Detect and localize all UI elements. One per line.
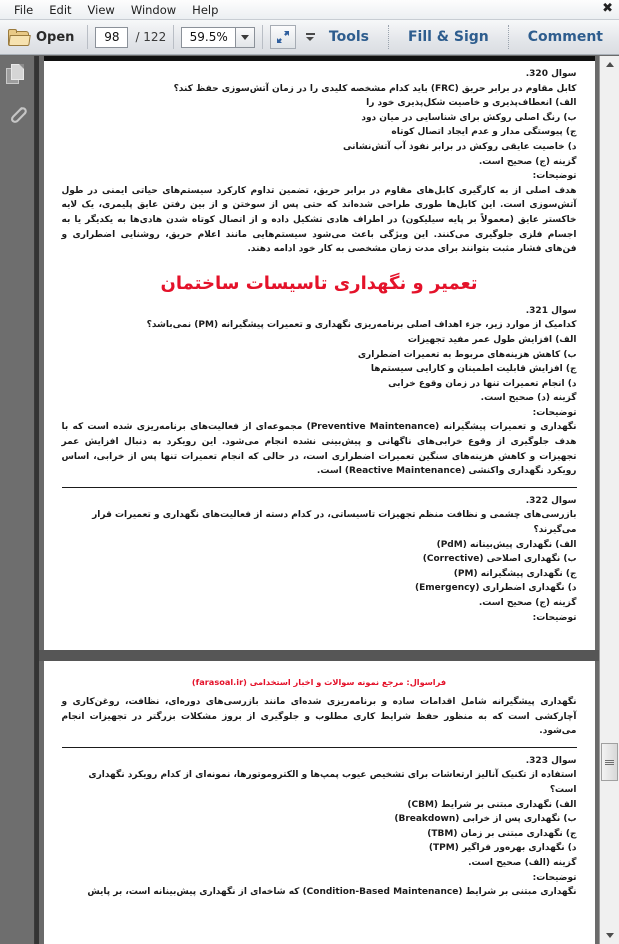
- scrollbar-grip: [605, 760, 614, 765]
- question-320-answer: گزینه (ج) صحیح است.: [478, 156, 577, 167]
- close-icon[interactable]: ✖: [602, 1, 613, 16]
- question-321-number: سوال 321.: [525, 305, 577, 316]
- open-button[interactable]: [6, 27, 80, 48]
- scrollbar-thumb[interactable]: [601, 743, 618, 781]
- question-321-text: کدامیک از موارد زیر، جزء اهداف اصلی برنامه‌ریزی نگهداری و تعمیرات پیشگیرانه (PM) نمی‌باشد؟: [146, 320, 577, 331]
- menu-bar: [0, 0, 619, 20]
- question-320-option-b: ب) رنگ اصلی روکش برای شناسایی در میان دود: [361, 112, 577, 123]
- workspace: [0, 56, 619, 944]
- paperclip-icon[interactable]: [5, 102, 29, 126]
- divider-rule-1: [62, 487, 577, 488]
- open-button-label: Open: [36, 29, 75, 45]
- question-322-option-d: د) نگهداری اضطراری (Emergency): [414, 583, 577, 594]
- question-323-text: استفاده از تکنیک آنالیز ارتعاشات برای تشخیص عیوب پمپ‌ها و الکتروموتورها، نمونه‌ای از کدام رویکرد نگهداری است؟: [88, 770, 577, 795]
- menu-item-window[interactable]: Window: [130, 2, 177, 17]
- question-322-explanation-label: توضیحات:: [532, 612, 577, 623]
- question-323-option-b: ب) نگهداری پس از خرابی (Breakdown): [394, 814, 577, 825]
- question-322-option-c: ج) نگهداری پیشگیرانه (PM): [453, 568, 577, 579]
- question-323-option-d: د) نگهداری بهره‌ور فراگیر (TPM): [428, 843, 577, 854]
- divider-rule-2: [62, 747, 577, 748]
- question-323-option-c: ج) نگهداری مبتنی بر زمان (TBM): [427, 828, 577, 839]
- fill-and-sign-button[interactable]: Fill & Sign: [407, 29, 489, 45]
- question-320-option-c: ج) پیوستگی مدار و عدم ایجاد اتصال کوتاه: [391, 127, 577, 138]
- question-321-option-b: ب) کاهش هزینه‌های مربوط به تعمیرات اضطراری: [357, 349, 577, 360]
- zoom-level-input[interactable]: 59.5%: [181, 27, 235, 48]
- chevron-down-icon[interactable]: [235, 27, 255, 48]
- site-watermark-header: فراسوال: مرجع نمونه سوالات و اخبار استخدامی (farasoal.ir): [191, 677, 447, 687]
- question-321-option-c: ج) افزایش قابلیت اطمینان و کارایی سیستم‌ها: [370, 364, 577, 375]
- folder-icon: [8, 29, 30, 46]
- question-323-number: سوال 323.: [525, 755, 577, 766]
- question-323-option-a: الف) نگهداری مبتنی بر شرایط (CBM): [407, 799, 577, 810]
- question-321-answer: گزینه (د) صحیح است.: [480, 393, 577, 404]
- chevron-down-small-icon[interactable]: [302, 27, 318, 47]
- page-number-input[interactable]: 98: [95, 27, 128, 48]
- question-322-answer: گزینه (ج) صحیح است.: [478, 598, 577, 608]
- navigation-rail: [0, 56, 35, 944]
- toolbar-divider: [87, 25, 88, 49]
- scroll-down-arrow-icon[interactable]: [600, 927, 619, 944]
- question-320-number: سوال 320.: [525, 69, 577, 79]
- question-323-explanation: نگهداری مبتنی بر شرایط (Condition-Based Maintenance) که شاخه‌ای از نگهداری پیش‌بینانه است، بر پایش: [87, 887, 577, 898]
- document-page-2: [44, 661, 595, 944]
- question-320-explanation: هدف اصلی از به کارگیری کابل‌های مقاوم در برابر حریق، تضمین تداوم کارکرد سیستم‌های حیاتی ایمنی در طول آتش‌سوزی است. این کابل‌ها طوری طراحی شده‌اند که حتی پس از سوختن و از بین رفتن عایق پلیمری، یک لایه خاکستر عایق (معمولاً بر پایه سیلیکون) در اطراف هادی تشکیل داده و از اتصال کوتاه شدن هادی‌ها به یکدیگر یا به اجسام فلزی جلوگیری می‌کنند. این ویژگی باعث می‌شود سیستم‌هایی مانند اعلام حریق، روشنایی اضطراری و فن‌های فشار مثبت بتوانند برای مدت زمان مشخصی به کار خود ادامه دهند.: [61, 185, 577, 255]
- section-heading: تعمیر و نگهداری تاسیسات ساختمان: [160, 272, 478, 294]
- question-321-option-d: د) انجام تعمیرات تنها در زمان وقوع خرابی: [388, 378, 577, 389]
- question-320-text: کابل مقاوم در برابر حریق (FRC) باید کدام مشخصه کلیدی را در زمان آتش‌سوزی حفظ کند؟: [173, 83, 577, 94]
- menu-item-edit[interactable]: Edit: [49, 2, 72, 17]
- question-322-number: سوال 322.: [525, 495, 577, 506]
- toolbar: [0, 20, 619, 55]
- question-322-option-b: ب) نگهداری اصلاحی (Corrective): [422, 554, 577, 565]
- fit-page-icon: [275, 29, 291, 45]
- menu-item-help[interactable]: Help: [192, 2, 219, 17]
- toolbar-divider-2: [173, 25, 174, 49]
- question-320-explanation-label: توضیحات:: [532, 171, 577, 182]
- page2-continued-text: نگهداری پیشگیرانه شامل اقدامات ساده و برنامه‌ریزی شده‌ای مانند بازرسی‌های دوره‌ای، نظافت، روغن‌کاری و آچارکشی است که به منظور حفظ شرایط کاری مطلوب و جلوگیری از بروز مشکلات بزرگتر در تجهیزات انجام می‌شود.: [61, 697, 577, 737]
- vertical-scrollbar[interactable]: [599, 56, 619, 944]
- scroll-up-arrow-icon[interactable]: [600, 56, 619, 73]
- page-thumbnails-icon[interactable]: [5, 64, 29, 88]
- toolbar-right-group: [319, 25, 613, 49]
- scrollbar-track[interactable]: [600, 73, 619, 927]
- question-321-explanation: نگهداری و تعمیرات پیشگیرانه (Preventive Maintenance) مجموعه‌ای از فعالیت‌های برنامه‌ریزی شده است که با هدف جلوگیری از وقوع خرابی‌های ناگهانی و پیش‌بینی نشده انجام می‌شود. این رویکرد به دنبال افزایش عمر تجهیزات و کاهش هزینه‌های سنگین تعمیرات اضطراری است، در حالی که انجام تعمیرات تنها پس از خرابی، اساس رویکرد نگهداری واکنشی (Reactive Maintenance) است.: [61, 422, 577, 477]
- fit-page-button[interactable]: [270, 25, 296, 49]
- document-page-1: [44, 56, 595, 650]
- menu-item-view[interactable]: View: [87, 2, 115, 17]
- question-323-explanation-label: توضیحات:: [532, 872, 577, 883]
- toolbar-divider-3: [262, 25, 263, 49]
- menu-item-file[interactable]: File: [14, 2, 34, 17]
- comment-button[interactable]: Comment: [527, 29, 603, 45]
- page-total-label: / 122: [135, 30, 167, 44]
- question-322-text: بازرسی‌های چشمی و نظافت منظم تجهیزات تاسیساتی، در کدام دسته از فعالیت‌های نگهداری و تعمیرات قرار می‌گیرند؟: [92, 510, 577, 536]
- question-320-option-a: الف) انعطاف‌پذیری و خاصیت شکل‌پذیری خود را: [366, 98, 577, 109]
- document-viewport[interactable]: [39, 56, 599, 944]
- toolbar-divider-4: [388, 25, 389, 49]
- page-separator: [39, 650, 599, 661]
- question-320-option-d: د) خاصیت عایقی روکش در برابر نفوذ آب آتش‌نشانی: [343, 141, 577, 152]
- question-323-answer: گزینه (الف) صحیح است.: [468, 857, 577, 868]
- question-322-option-a: الف) نگهداری پیش‌بینانه (PdM): [436, 539, 577, 550]
- toolbar-divider-5: [508, 25, 509, 49]
- tools-button[interactable]: Tools: [328, 29, 369, 45]
- question-321-explanation-label: توضیحات:: [532, 407, 577, 418]
- question-321-option-a: الف) افزایش طول عمر مفید تجهیزات: [407, 334, 577, 345]
